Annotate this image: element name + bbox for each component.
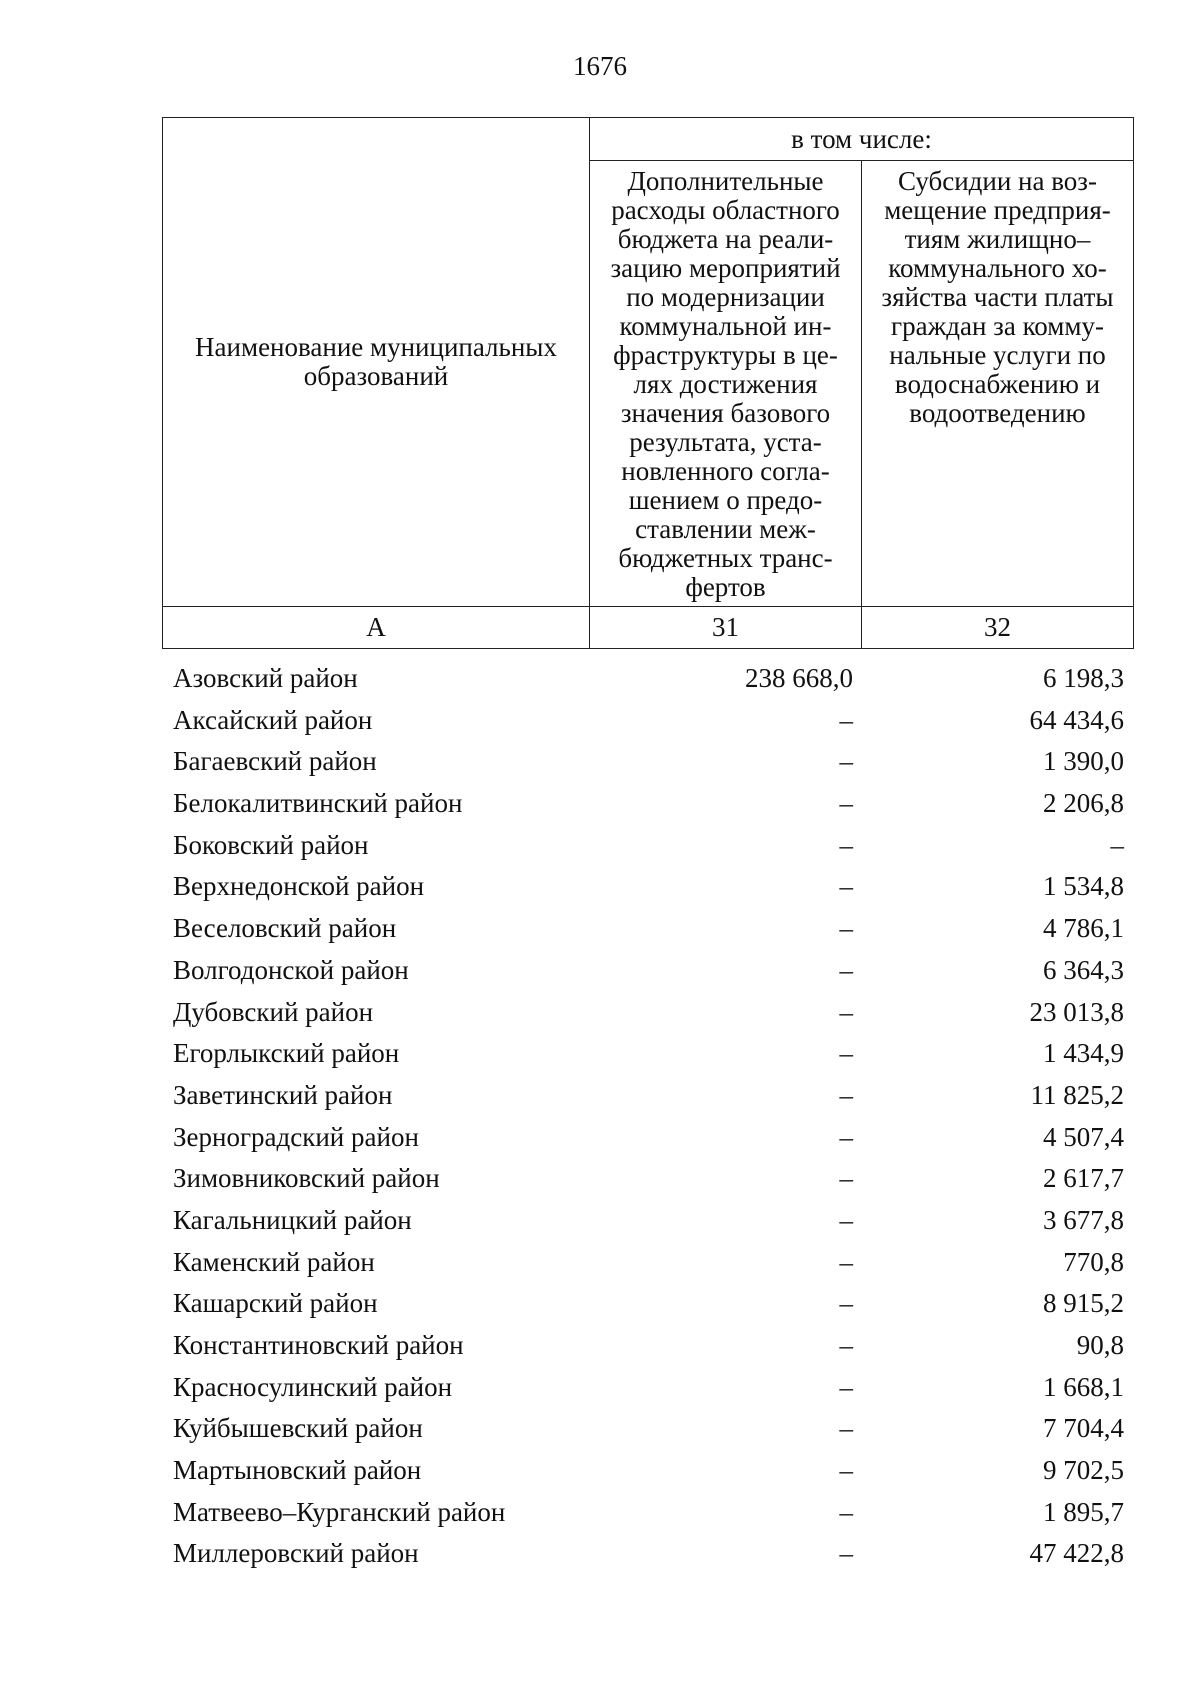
row-value-31: – xyxy=(839,1455,853,1486)
row-name: Аксайский район xyxy=(173,704,373,735)
row-value-31: – xyxy=(839,913,853,944)
table-row xyxy=(162,992,1133,1034)
row-name: Константиновский район xyxy=(173,1330,464,1360)
row-value-32: 90,8 xyxy=(1076,1330,1124,1360)
row-value-31: – xyxy=(839,704,853,735)
row-value-32: 4 507,4 xyxy=(1043,1121,1124,1152)
row-name: Верхнедонской район xyxy=(173,871,425,902)
row-value-31: – xyxy=(839,1121,853,1152)
row-value-31: – xyxy=(839,1371,853,1402)
row-name: Веселовский район xyxy=(173,913,397,944)
row-value-31: – xyxy=(839,1413,853,1444)
table-row xyxy=(162,1367,1133,1409)
row-name: Каменский район xyxy=(173,1246,375,1277)
row-value-31: – xyxy=(839,1038,853,1069)
row-name: Кагальницкий район xyxy=(173,1204,412,1235)
table-header xyxy=(162,117,1134,649)
row-value-31: – xyxy=(839,746,853,777)
row-name: Миллеровский район xyxy=(173,1538,419,1569)
row-value-31: – xyxy=(839,1538,853,1569)
table-row xyxy=(162,700,1133,742)
row-value-32: 7 704,4 xyxy=(1043,1413,1124,1444)
header-col-32-title: Субсидии на воз- мещение предприя- тиям жилищно– коммунального хо- зяйства части платы граждан за комму- нальные услуги по водоснабжению и водоотведению xyxy=(862,161,1134,607)
table-row xyxy=(162,1450,1133,1492)
row-value-32: 1 895,7 xyxy=(1043,1496,1124,1527)
row-value-32: 9 702,5 xyxy=(1043,1455,1124,1486)
row-value-31: – xyxy=(839,996,853,1027)
row-value-32: 23 013,8 xyxy=(1029,996,1124,1027)
row-name: Красносулинский район xyxy=(173,1371,453,1402)
table-body xyxy=(162,658,1133,1575)
table-row xyxy=(162,825,1133,867)
row-value-32: 11 825,2 xyxy=(1030,1079,1124,1110)
row-value-31: – xyxy=(839,1204,853,1235)
row-value-32: 6 198,3 xyxy=(1043,663,1124,693)
table-row xyxy=(162,1075,1133,1117)
row-value-32: – xyxy=(1110,829,1124,860)
row-value-32: 4 786,1 xyxy=(1043,913,1124,944)
table-row xyxy=(162,658,1133,700)
row-value-32: 3 677,8 xyxy=(1043,1204,1124,1235)
table-row xyxy=(162,1492,1133,1534)
table-row xyxy=(162,908,1133,950)
header-col-a-title: Наименование муниципальных образований xyxy=(163,118,590,607)
header-col-31-title: Дополнительные расходы областного бюджета на реали- зацию мероприятий по модернизации коммунальной ин- фраструктуры в це- лях достижения значения базового результата, уста- новленного согла- шением о предо- ставлении меж- бюджетных транс- фертов xyxy=(590,161,862,607)
row-name: Багаевский район xyxy=(173,746,377,777)
row-value-31: – xyxy=(839,829,853,860)
table-row xyxy=(162,1283,1133,1325)
row-name: Зерноградский район xyxy=(173,1121,419,1152)
header-col-32-number: 32 xyxy=(862,607,1134,649)
row-value-31: – xyxy=(839,788,853,819)
table-row xyxy=(162,1200,1133,1242)
row-name: Куйбышевский район xyxy=(173,1413,423,1444)
table-row xyxy=(162,1117,1133,1159)
row-value-32: 64 434,6 xyxy=(1029,704,1124,735)
row-value-32: 770,8 xyxy=(1063,1246,1124,1277)
table-row xyxy=(162,1158,1133,1200)
row-name: Матвеево–Курганский район xyxy=(173,1496,506,1527)
row-value-32: 2 206,8 xyxy=(1043,788,1124,819)
table-row xyxy=(162,1408,1133,1450)
row-name: Азовский район xyxy=(173,663,358,693)
row-name: Боковский район xyxy=(173,829,369,860)
row-value-32: 1 434,9 xyxy=(1043,1038,1124,1069)
table-row xyxy=(162,1242,1133,1284)
page-number: 1676 xyxy=(573,51,627,81)
row-name: Кашарский район xyxy=(173,1288,378,1319)
row-name: Егорлыкский район xyxy=(173,1038,400,1069)
row-value-31: – xyxy=(839,1079,853,1110)
table-row xyxy=(162,783,1133,825)
row-value-31: – xyxy=(839,954,853,985)
row-value-31: – xyxy=(839,1163,853,1194)
table-row xyxy=(162,741,1133,783)
table-row xyxy=(162,950,1133,992)
row-value-32: 2 617,7 xyxy=(1043,1163,1124,1194)
row-name: Белокалитвинский район xyxy=(173,788,463,819)
row-value-32: 8 915,2 xyxy=(1043,1288,1124,1319)
row-value-32: 47 422,8 xyxy=(1029,1538,1124,1569)
header-group-title: в том числе: xyxy=(590,118,1134,161)
table-row xyxy=(162,1033,1133,1075)
row-name: Мартыновский район xyxy=(173,1455,422,1486)
row-value-31: – xyxy=(839,1288,853,1319)
row-name: Заветинский район xyxy=(173,1079,393,1110)
row-value-31: – xyxy=(839,1330,853,1360)
row-value-31: – xyxy=(839,871,853,902)
row-name: Зимовниковский район xyxy=(173,1163,440,1194)
table-row xyxy=(162,866,1133,908)
table-row xyxy=(162,1533,1133,1575)
row-value-32: 6 364,3 xyxy=(1043,954,1124,985)
row-value-31: – xyxy=(839,1246,853,1277)
row-value-31: 238 668,0 xyxy=(745,663,853,693)
row-value-32: 1 668,1 xyxy=(1043,1371,1124,1402)
table-row xyxy=(162,1325,1133,1367)
row-value-32: 1 534,8 xyxy=(1043,871,1124,902)
row-value-31: – xyxy=(839,1496,853,1527)
row-name: Волгодонской район xyxy=(173,954,409,985)
header-col-a-number: А xyxy=(163,607,590,649)
header-col-31-number: 31 xyxy=(590,607,862,649)
row-value-32: 1 390,0 xyxy=(1043,746,1124,777)
row-name: Дубовский район xyxy=(173,996,374,1027)
